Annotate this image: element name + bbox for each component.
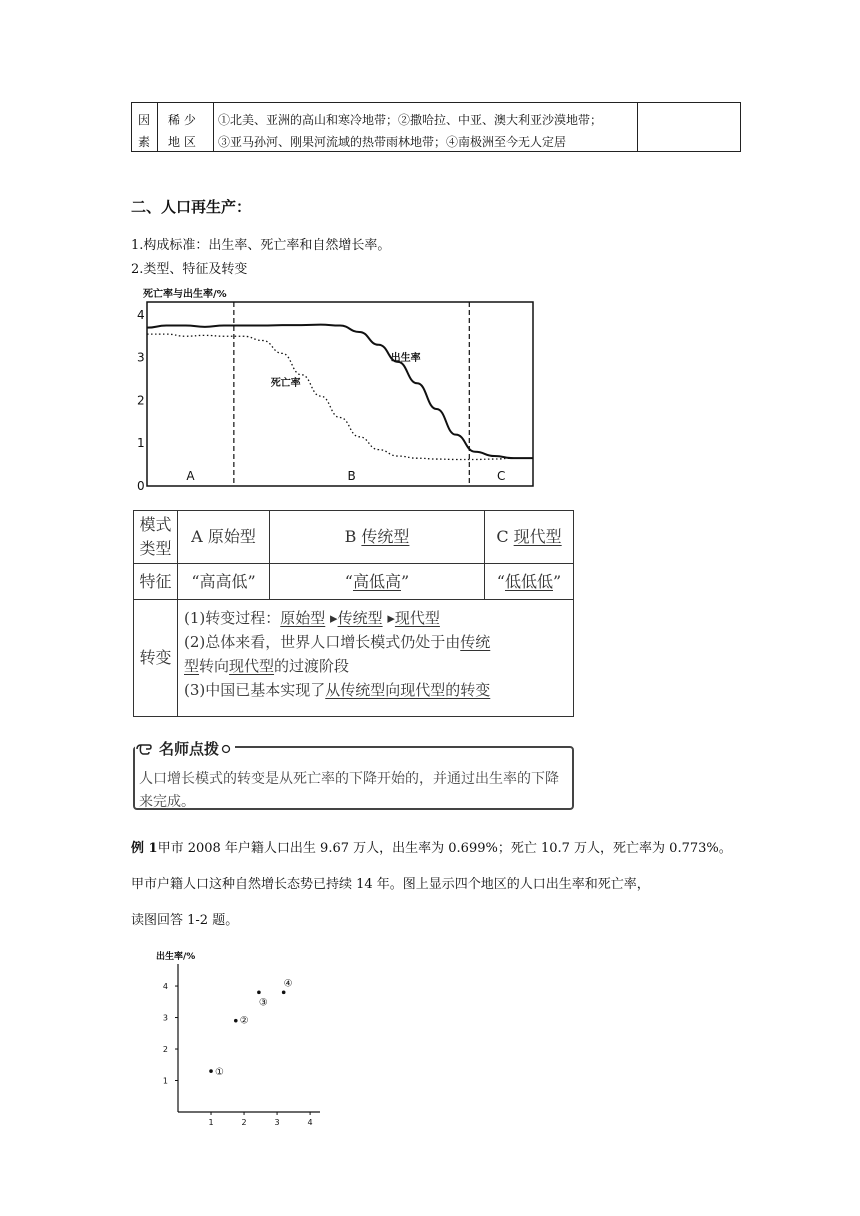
sparse-label-1: 稀 少 — [168, 113, 196, 127]
type-b-cell: B 传统型 — [270, 511, 485, 563]
birth-rate-scatter — [150, 950, 330, 1130]
scatter-point — [257, 991, 261, 995]
empty-cell — [638, 103, 740, 151]
type-a-label: A 原始型 — [191, 527, 256, 546]
types-heading: 2.类型、特征及转变 — [131, 262, 248, 277]
feature-b: 高低高 — [352, 571, 401, 591]
y-tick-label: 2 — [137, 393, 145, 408]
type-c-cell: C 现代型 — [496, 527, 562, 546]
arrow-icon: ▸ — [382, 609, 395, 627]
sparse-regions-line-2: ③亚马孙河、刚果河流域的热带雨林地带；④南极洲至今无人定居 — [218, 135, 567, 149]
x-tick-label: 2 — [241, 1118, 247, 1127]
mode-type-header: 模式 类型 — [134, 511, 178, 563]
y-tick-label: 3 — [162, 1013, 168, 1023]
sparse-label-2: 地 区 — [168, 135, 196, 149]
factor-cell — [132, 103, 158, 151]
birth-rate-line — [147, 325, 533, 459]
y-tick-label: 1 — [162, 1076, 168, 1086]
sparse-regions-line-1: ①北美、亚洲的高山和寒冷地带；②撒哈拉、中亚、澳大利亚沙漠地带； — [218, 113, 603, 127]
tip-title: 名师点拨 — [135, 738, 235, 759]
stage-label: A — [186, 469, 195, 483]
x-tick-label: 4 — [307, 1118, 313, 1127]
feature-header: 特征 — [134, 564, 178, 599]
scatter-point — [234, 1019, 238, 1023]
example-label: 例 1 — [131, 841, 158, 856]
type-a-cell — [178, 511, 270, 563]
population-distribution-table — [131, 102, 741, 152]
feature-a-cell — [178, 564, 270, 599]
stage-label: C — [496, 469, 506, 483]
factor-label-1: 因 — [138, 113, 151, 127]
type-c-label: 现代型 — [513, 527, 562, 546]
mode-type-row — [134, 511, 573, 564]
growth-mode-table — [133, 510, 574, 717]
transform-line-1: (1)转变过程：原始型 ▸传统型 ▸现代型 — [184, 609, 440, 627]
y-tick-label: 3 — [137, 350, 145, 365]
transform-line-3: 型转向现代型的过渡阶段 — [184, 657, 350, 675]
birth-death-rate-chart — [131, 284, 539, 492]
feature-row — [134, 564, 573, 600]
feature-c-cell: “低低低” — [496, 571, 562, 591]
example-line-1: 例 1甲市 2008 年户籍人口出生 9.67 万人，出生率为 0.699%；死亡 10.7 万人，死亡率为 0.773%。 — [131, 841, 732, 856]
tip-text: 人口增长模式的转变是从死亡率的下降开始的，并通过出生率的下降来完成。 — [139, 771, 559, 810]
scatter-point — [282, 991, 286, 995]
composition-standard: 1.构成标准：出生率、死亡率和自然增长率。 — [131, 238, 391, 253]
y-tick-label: 0 — [137, 479, 145, 492]
point-label: ④ — [283, 978, 293, 990]
birth-death-rate-svg — [131, 284, 539, 492]
pointing-hand-icon — [135, 741, 157, 757]
sparse-area-cell — [158, 103, 214, 151]
transform-row — [134, 600, 573, 716]
stage-label: B — [347, 469, 356, 483]
death-rate-line — [147, 334, 533, 459]
circle-bullet-icon — [221, 744, 231, 754]
x-tick-label: 1 — [208, 1118, 214, 1127]
point-label: ① — [215, 1067, 224, 1079]
example-line-3: 读图回答 1-2 题。 — [131, 913, 239, 928]
chart-frame — [147, 302, 533, 486]
feature-b-cell: “高低高” — [270, 564, 485, 599]
y-tick-label: 4 — [162, 982, 168, 992]
chart-y-label: 死亡率与出生率/% — [143, 289, 227, 300]
death-rate-label: 死亡率 — [270, 378, 301, 390]
factor-label-2: 素 — [138, 135, 151, 149]
scatter-y-label: 出生率/% — [156, 952, 196, 962]
section-heading: 二、人口再生产： — [131, 198, 252, 216]
y-tick-label: 4 — [137, 307, 145, 322]
feature-c: 低低低 — [504, 571, 553, 591]
type-b-label: 传统型 — [361, 527, 410, 546]
transform-header: 转变 — [134, 600, 178, 716]
sparse-regions-cell — [214, 103, 638, 151]
point-label: ③ — [258, 997, 268, 1009]
transform-content — [184, 606, 569, 702]
x-tick-label: 3 — [274, 1118, 280, 1127]
transform-line-4: (3)中国已基本实现了从传统型向现代型的转变 — [184, 681, 491, 699]
feature-a: “高高低” — [191, 571, 256, 591]
teacher-tip — [133, 738, 574, 810]
scatter-point — [209, 1069, 213, 1073]
arrow-icon: ▸ — [325, 609, 338, 627]
point-label: ② — [239, 1015, 249, 1027]
y-tick-label: 1 — [137, 436, 145, 451]
example-line-2: 甲市户籍人口这种自然增长态势已持续 14 年。图上显示四个地区的人口出生率和死亡率， — [131, 877, 650, 892]
y-tick-label: 2 — [162, 1045, 168, 1055]
scatter-svg — [150, 950, 330, 1130]
birth-rate-label: 出生率 — [390, 352, 421, 364]
transform-line-2: (2)总体来看，世界人口增长模式仍处于由传统 — [184, 633, 491, 651]
